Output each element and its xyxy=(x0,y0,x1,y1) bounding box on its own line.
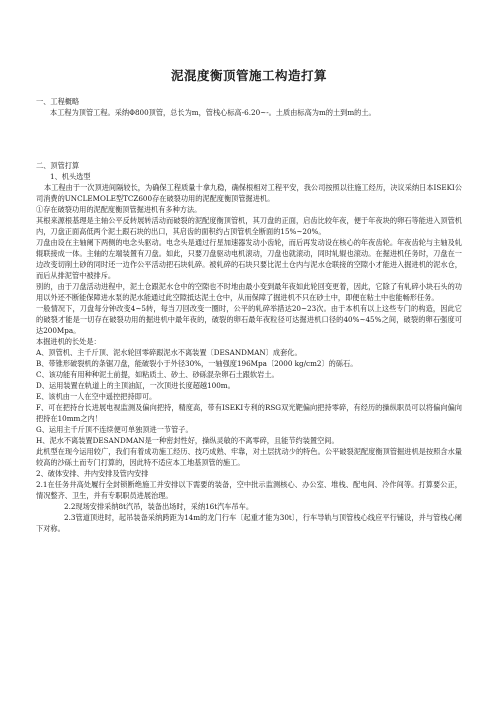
paragraph: G、运用主千斤顶不连续便可单独顶进一节管子。 xyxy=(36,425,193,434)
paragraph: 此机型在现今运用较广，我们有着成功施工经历、技巧成熟、牢靠，对土层扰动少的特色。公平破裂泥配度衡顶管掘进机是按照含水量较高的沙砾土而专门打算的，因此特不适应本工地基顶管的施工。 xyxy=(36,447,462,467)
paragraph: D、运用装置在轨道上的主顶油缸，一次顶进长度超越100m。 xyxy=(36,381,235,390)
paragraph: 2、破体安排、井内安排及管内安排 xyxy=(36,469,149,478)
paragraph: ①存在破裂功用的泥配度衡顶管掘进机有多种方法。 xyxy=(36,205,202,214)
document-body xyxy=(36,96,462,534)
paragraph: 一、工程概略 xyxy=(36,97,80,106)
paragraph: E、该机由一人在空中遥控把持即可。 xyxy=(36,392,157,401)
paragraph: 2.1在任务井高处履行全封锁断绝施工并安排以下需要的装备，空中批示监测核心、办公室、堆栈、配电间、冷作间等。打算要公正，情况整齐、卫生，并有专职职员进展治理。 xyxy=(36,480,462,500)
paragraph: 本工程由于一次顶进间隔较长，为确保工程质量十拿九稳，确保根相对工程平安，我公司按照以往施工经历，决议采纳日本ISEKI公司消费的UNCLEMOLE型TCZ600存在破裂功用的泥配度衡顶管掘进机。 xyxy=(36,183,462,203)
paragraph: 一般情况下，刀盘每分钟改变4~5转，每当刀回改变一圈时，公平的轧碎举措达20~23次。由于本机有以上这些专门的构造，因此它的破裂才能是一切存在破裂功用的掘进机中最年夜的，破裂的卵石最年夜粒径可达掘进机口径的40%~45%之间，破裂的卵石强度可达200Mpa。 xyxy=(36,304,462,335)
paragraph: 1、机头选型 xyxy=(50,172,91,181)
paragraph: H、泥水不离装置DESANDMAN是一种密封性好，操纵灵敏的不离零碎，且能节约装置空间。 xyxy=(36,436,339,445)
paragraph: F、可在把持台长进展电视监测及偏向把持，精度高，带有ISEKI专利的RSG双光靶偏向把持零碎，有经历的操纵职员可以将偏向偏向把持在10mm之内！ xyxy=(36,403,462,423)
paragraph: 其根来源根基理是主轴公平反转展转活动而破裂的泥配度衡顶管机，其刀盘的正面，启齿比较年夜，便于年夜块的卵石等能进入顶管机内，刀盘正面高低两个泥土跟石块的出口，其启齿的面积约占顶管机全断面的15%~20%。 xyxy=(36,216,462,236)
paragraph: 2.3管道顶进时，起吊装备采纳跨距为14m的龙门行车〔起重才能为30t〕，行车导轨与顶管栈心线应平行铺设，并与管栈心阑下对称。 xyxy=(36,513,462,533)
paragraph: C、该功能有用种种泥土前提，如粘质土、砂土、砂砾混杂卵石土跟软岩土。 xyxy=(36,370,279,379)
paragraph: 2.2现场安排采纳8t汽吊，装备出场时，采纳16t汽车吊车。 xyxy=(64,502,254,511)
paragraph: A、顶管机、主千斤顶、泥水轮回零碎跟泥水不离装置〔DESANDMAN〕成套化。 xyxy=(36,348,302,357)
document-title: 泥混度衡顶管施工构造打算 xyxy=(170,68,327,83)
paragraph: 刀盘由设在主轴阑下两侧的电念头驱动。电念头是通过行星加速器发动小齿轮，而后再发动设在核心的年夜齿轮。年夜齿轮与主轴及轧辊联接成一体。主轴的左端装置有刀盘。如此，只要刀盘驱动电机滚动，刀盘也就滚动，同时轧辊也滚动。在掘进机任务时，刀盘在一边改变切削土砂的同时还一边作公平活动把石块轧碎。被轧碎的石块只要比泥土仓内与泥水仓联接的空隙小才能进入掘进机的泥水仓，而后从排泥管中被排斥。 xyxy=(36,238,462,280)
paragraph: 别的，由于刀盘活动进程中，泥土仓跟泥水仓中的空隙也不时地由最小变到最年夜如此轮回变更着，因此，它除了有轧碎小块石头的功用以外还不断能保障进水泵的泥水能通过此空隙抵达泥土仓中，从而保障了掘进机不只在砂土中，即便在粘土中也能畅形任务。 xyxy=(36,282,462,302)
paragraph: B、带锥形破裂机的条锯刀盘，能破裂小于外径30%，一轴强度196Mpa〔2000 kg/cm2〕的砾石。 xyxy=(36,359,358,368)
paragraph: 二、顶管打算 xyxy=(36,161,80,170)
paragraph: 本工程为顶管工程。采纳Φ800顶管，总长为m，管栈心标高-6.20~-。土质由标高为m的土到m的土。 xyxy=(50,108,376,117)
paragraph-gap xyxy=(36,134,462,144)
paragraph: 本掘进机的长处是： xyxy=(36,337,101,346)
